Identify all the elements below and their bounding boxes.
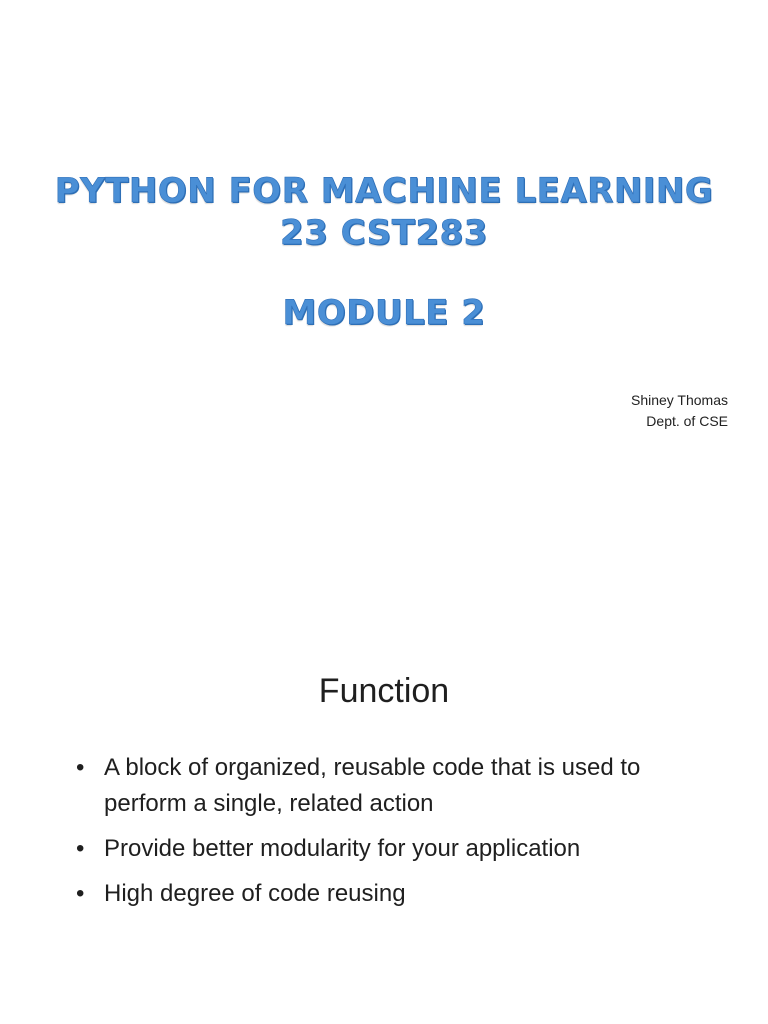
course-code: 23 CST283 bbox=[280, 213, 488, 253]
slide-title: Function bbox=[318, 672, 450, 710]
author-block bbox=[631, 390, 728, 432]
author-name: Shiney Thomas bbox=[630, 392, 728, 408]
bullet-icon: • bbox=[76, 835, 85, 862]
list-item bbox=[72, 831, 712, 867]
bullet-icon: • bbox=[76, 880, 85, 907]
title-block bbox=[0, 170, 768, 334]
bullet-list bbox=[72, 750, 712, 921]
list-item bbox=[72, 876, 712, 912]
author-dept: Dept. of CSE bbox=[646, 413, 728, 429]
list-item bbox=[72, 750, 712, 822]
bullet-icon: • bbox=[76, 754, 85, 781]
module-label: MODULE 2 bbox=[282, 293, 486, 333]
bullet-text: High degree of code reusing bbox=[104, 880, 406, 907]
bullet-text: A block of organized, reusable code that is used to perform a single, related action bbox=[104, 754, 641, 817]
title-spacer bbox=[0, 254, 768, 292]
course-title: PYTHON FOR MACHINE LEARNING bbox=[54, 171, 714, 211]
bullet-text: Provide better modularity for your application bbox=[104, 835, 581, 862]
content-slide bbox=[0, 512, 768, 1024]
